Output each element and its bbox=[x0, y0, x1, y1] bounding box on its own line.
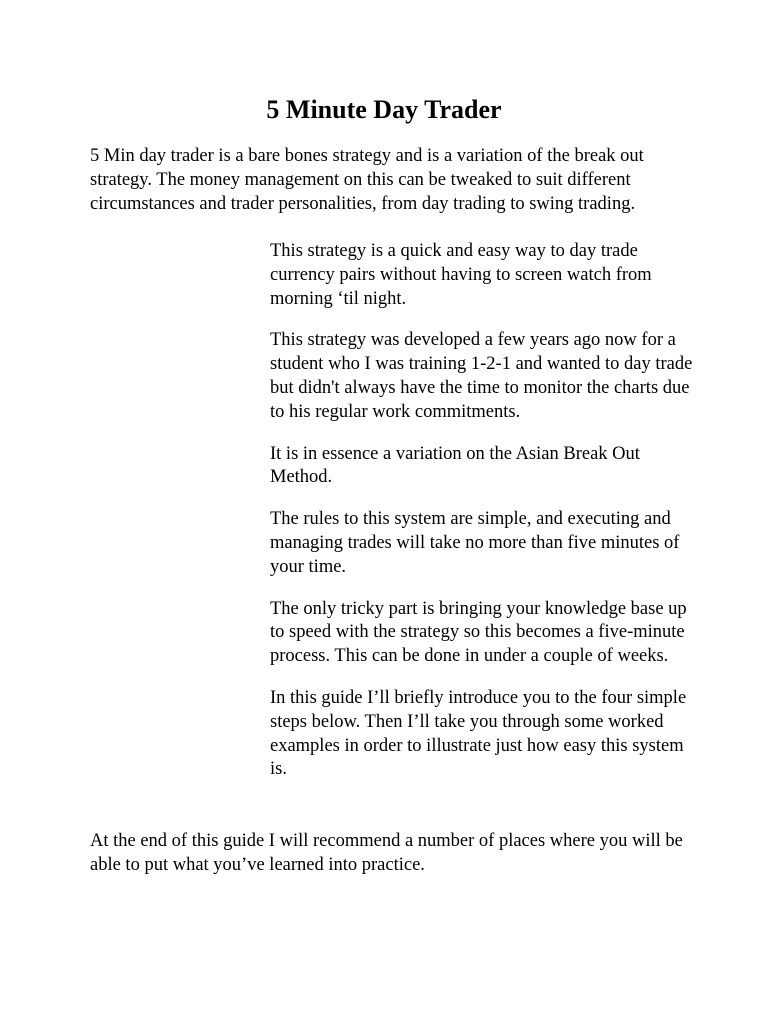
intro-paragraph: 5 Min day trader is a bare bones strategy and is a variation of the break out strategy. The money management on this can be tweaked to suit different circumstances and trader personalities, from day trading to swing trading. bbox=[90, 146, 644, 214]
outro-paragraph: At the end of this guide I will recommend a number of places where you will be able to put what you’ve learned into practice. bbox=[90, 831, 683, 875]
indented-paragraph-3: It is in essence a variation on the Asian Break Out Method. bbox=[270, 443, 640, 488]
indented-paragraph-5: The only tricky part is bringing your knowledge base up to speed with the strategy so this becomes a five-minute process. This can be done in under a couple of weeks. bbox=[270, 598, 687, 667]
indented-section bbox=[270, 240, 700, 782]
document-title: 5 Minute Day Trader bbox=[266, 95, 502, 124]
indented-paragraph-2: This strategy was developed a few years ago now for a student who I was training 1-2-1 and wanted to day trade but didn't always have the time to monitor the charts due to his regular work commitments. bbox=[270, 330, 693, 422]
indented-paragraph-4: The rules to this system are simple, and executing and managing trades will take no more than five minutes of your time. bbox=[270, 509, 680, 577]
indented-paragraph-6: In this guide I’ll briefly introduce you to the four simple steps below. Then I’ll take you through some worked examples in order to illustrate just how easy this system is. bbox=[270, 687, 687, 780]
indented-paragraph-1: This strategy is a quick and easy way to day trade currency pairs without having to screen watch from morning ‘til night. bbox=[270, 241, 652, 309]
